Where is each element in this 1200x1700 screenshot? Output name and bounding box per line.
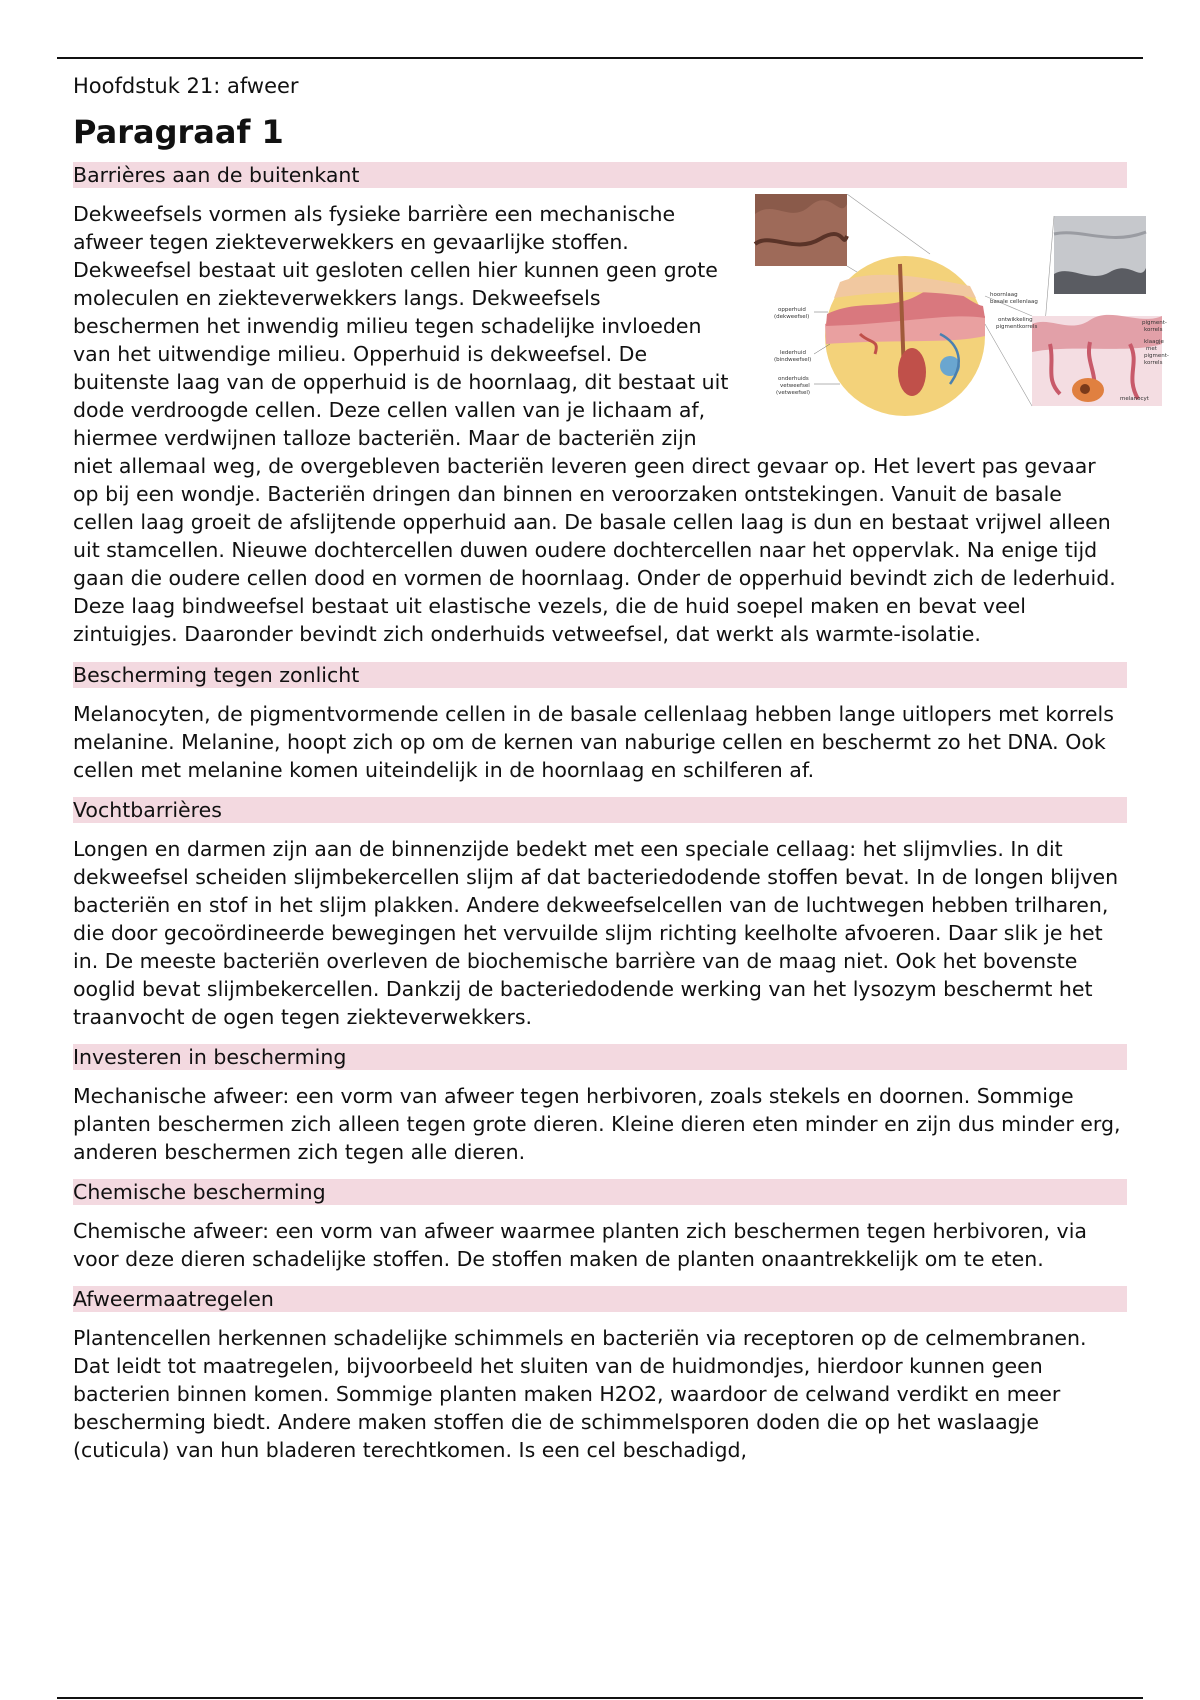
- section-barrieres: [73, 162, 1169, 648]
- label-hoornlaag: hoornlaag: [990, 292, 1018, 298]
- section-vochtbarrieres: [73, 797, 1127, 1031]
- label-klaagje: klaagje: [1144, 339, 1164, 345]
- label-pigmentkorrels: pigmentkorrels: [996, 324, 1038, 330]
- section-chemische-bescherming: [73, 1179, 1127, 1273]
- section-heading: Afweermaatregelen: [73, 1286, 1127, 1312]
- section-heading: Barrières aan de buitenkant: [73, 162, 1127, 188]
- label-pigment-korrels: korrels: [1144, 327, 1163, 333]
- label-opperhuid: opperhuid: [778, 307, 806, 313]
- section-body: Plantencellen herkennen schadelijke schimmels en bacteriën via receptoren op de celmembranen. Dat leidt tot maatregelen, bijvoorbeeld het sluiten van de huidmondjes, hierdoor kunnen geen bacterien binnen komen. Sommige planten maken H2O2, waardoor de celwand verdikt en meer bescherming biedt. Andere maken stoffen die de schimmelsporen doden die op het waslaagje (cuticula) van hun bladeren terechtkomen. Is een cel beschadigd,: [73, 1326, 1087, 1462]
- label-met: met: [1146, 346, 1157, 352]
- label-ontwikkeling: ontwikkeling: [998, 317, 1033, 323]
- label-melanocyt: melanocyt: [1120, 396, 1149, 402]
- document-page: [73, 72, 1169, 1477]
- chapter-header: Hoofdstuk 21: afweer: [73, 74, 299, 98]
- section-heading: Vochtbarrières: [73, 797, 1127, 823]
- section-afweermaatregelen: [73, 1286, 1127, 1464]
- label-basale-cellenlaag: basale cellenlaag: [990, 299, 1038, 305]
- section-heading: Chemische bescherming: [73, 1179, 1127, 1205]
- label-korrels-2: korrels: [1144, 360, 1163, 366]
- label-lederhuid: lederhuid: [780, 350, 806, 356]
- section-body: Longen en darmen zijn aan de binnenzijde bedekt met een speciale cellaag: het slijmvlies. In dit dekweefsel scheiden slijmbekercellen slijm af dat bacteriedodende stoffen bevat. In de longen blijven bacteriën en stof in het slijm plakken. Andere dekweefselcellen van de luchtwegen hebben trilharen, die door gecoördineerde bewegingen het vervuilde slijm richting keelholte afvoeren. Daar slik je het in. De meeste bacteriën overleven de biochemische barrière van de maag niet. Ook het bovenste ooglid bevat slijmbekercellen. Dankzij de bacteriedodende werking van het lysozym beschermt het traanvocht de ogen tegen ziekteverwekkers.: [73, 837, 1119, 1029]
- label-dekweefsel: (dekweefsel): [774, 314, 810, 320]
- page-title: Paragraaf 1: [73, 113, 284, 151]
- label-vetweefsel: vetweefsel: [780, 383, 810, 389]
- label-bindweefsel: (bindweefsel): [774, 357, 812, 363]
- section-body: Mechanische afweer: een vorm van afweer tegen herbivoren, zoals stekels en doornen. Sommige planten beschermen zich alleen tegen grote dieren. Kleine dieren eten minder en zijn dus minder erg, anderen beschermen zich tegen alle dieren.: [73, 1084, 1121, 1164]
- section-heading: Investeren in bescherming: [73, 1044, 1127, 1070]
- label-pigment: pigment-: [1142, 320, 1167, 326]
- label-vetweefsel-paren: (vetweefsel): [776, 390, 811, 396]
- top-rule: [57, 57, 1143, 59]
- section-heading: Bescherming tegen zonlicht: [73, 662, 1127, 688]
- skin-diagram-figure: [750, 194, 1170, 432]
- label-onderhuids: onderhuids: [778, 376, 809, 382]
- bottom-rule: [57, 1697, 1143, 1699]
- skin-cross-section-illustration: [750, 194, 1170, 432]
- label-pigment-2: pigment-: [1144, 353, 1169, 359]
- section-body: Dekweefsels vormen als fysieke barrière een mechanische afweer tegen ziekteverwekkers en gevaarlijke stoffen. Dekweefsel bestaat uit gesloten cellen hier kunnen geen grote moleculen en ziekteverwekkers langs. Dekweefsels beschermen het inwendig milieu tegen schadelijke invloeden van het uitwendige milieu. Opperhuid is dekweefsel. De buitenste laag van de opperhuid is de hoornlaag, dit bestaat uit dode verdroogde cellen. Deze cellen vallen van je lichaam af, hiermee verdwijnen talloze bacteriën. Maar de bacteriën zijn niet allemaal weg, de overgebleven bacteriën leveren geen direct gevaar op. Het levert pas gevaar op bij een wondje. Bacteriën dringen dan binnen en veroorzaken ontstekingen. Vanuit de basale cellen laag groeit de afslijtende opperhuid aan. De basale cellen laag is dun en bestaat vrijwel alleen uit stamcellen. Nieuwe dochtercellen duwen oudere dochtercellen naar het oppervlak. Na enige tijd gaan die oudere cellen dood en vormen de hoornlaag. Onder de opperhuid bevindt zich de lederhuid. Deze laag bindweefsel bestaat uit elastische vezels, die de huid soepel maken en bevat veel zintuigjes. Daaronder bevindt zich onderhuids vetweefsel, dat werkt als warmte-isolatie.: [73, 202, 1116, 646]
- section-body: Chemische afweer: een vorm van afweer waarmee planten zich beschermen tegen herbivoren, via voor deze dieren schadelijke stoffen. De stoffen maken de planten onaantrekkelijk om te eten.: [73, 1219, 1087, 1271]
- section-investeren: [73, 1044, 1127, 1166]
- section-zonlicht: [73, 662, 1127, 784]
- section-body: Melanocyten, de pigmentvormende cellen in de basale cellenlaag hebben lange uitlopers met korrels melanine. Melanine, hoopt zich op om de kernen van naburige cellen en beschermt zo het DNA. Ook cellen met melanine komen uiteindelijk in de hoornlaag en schilferen af.: [73, 702, 1114, 782]
